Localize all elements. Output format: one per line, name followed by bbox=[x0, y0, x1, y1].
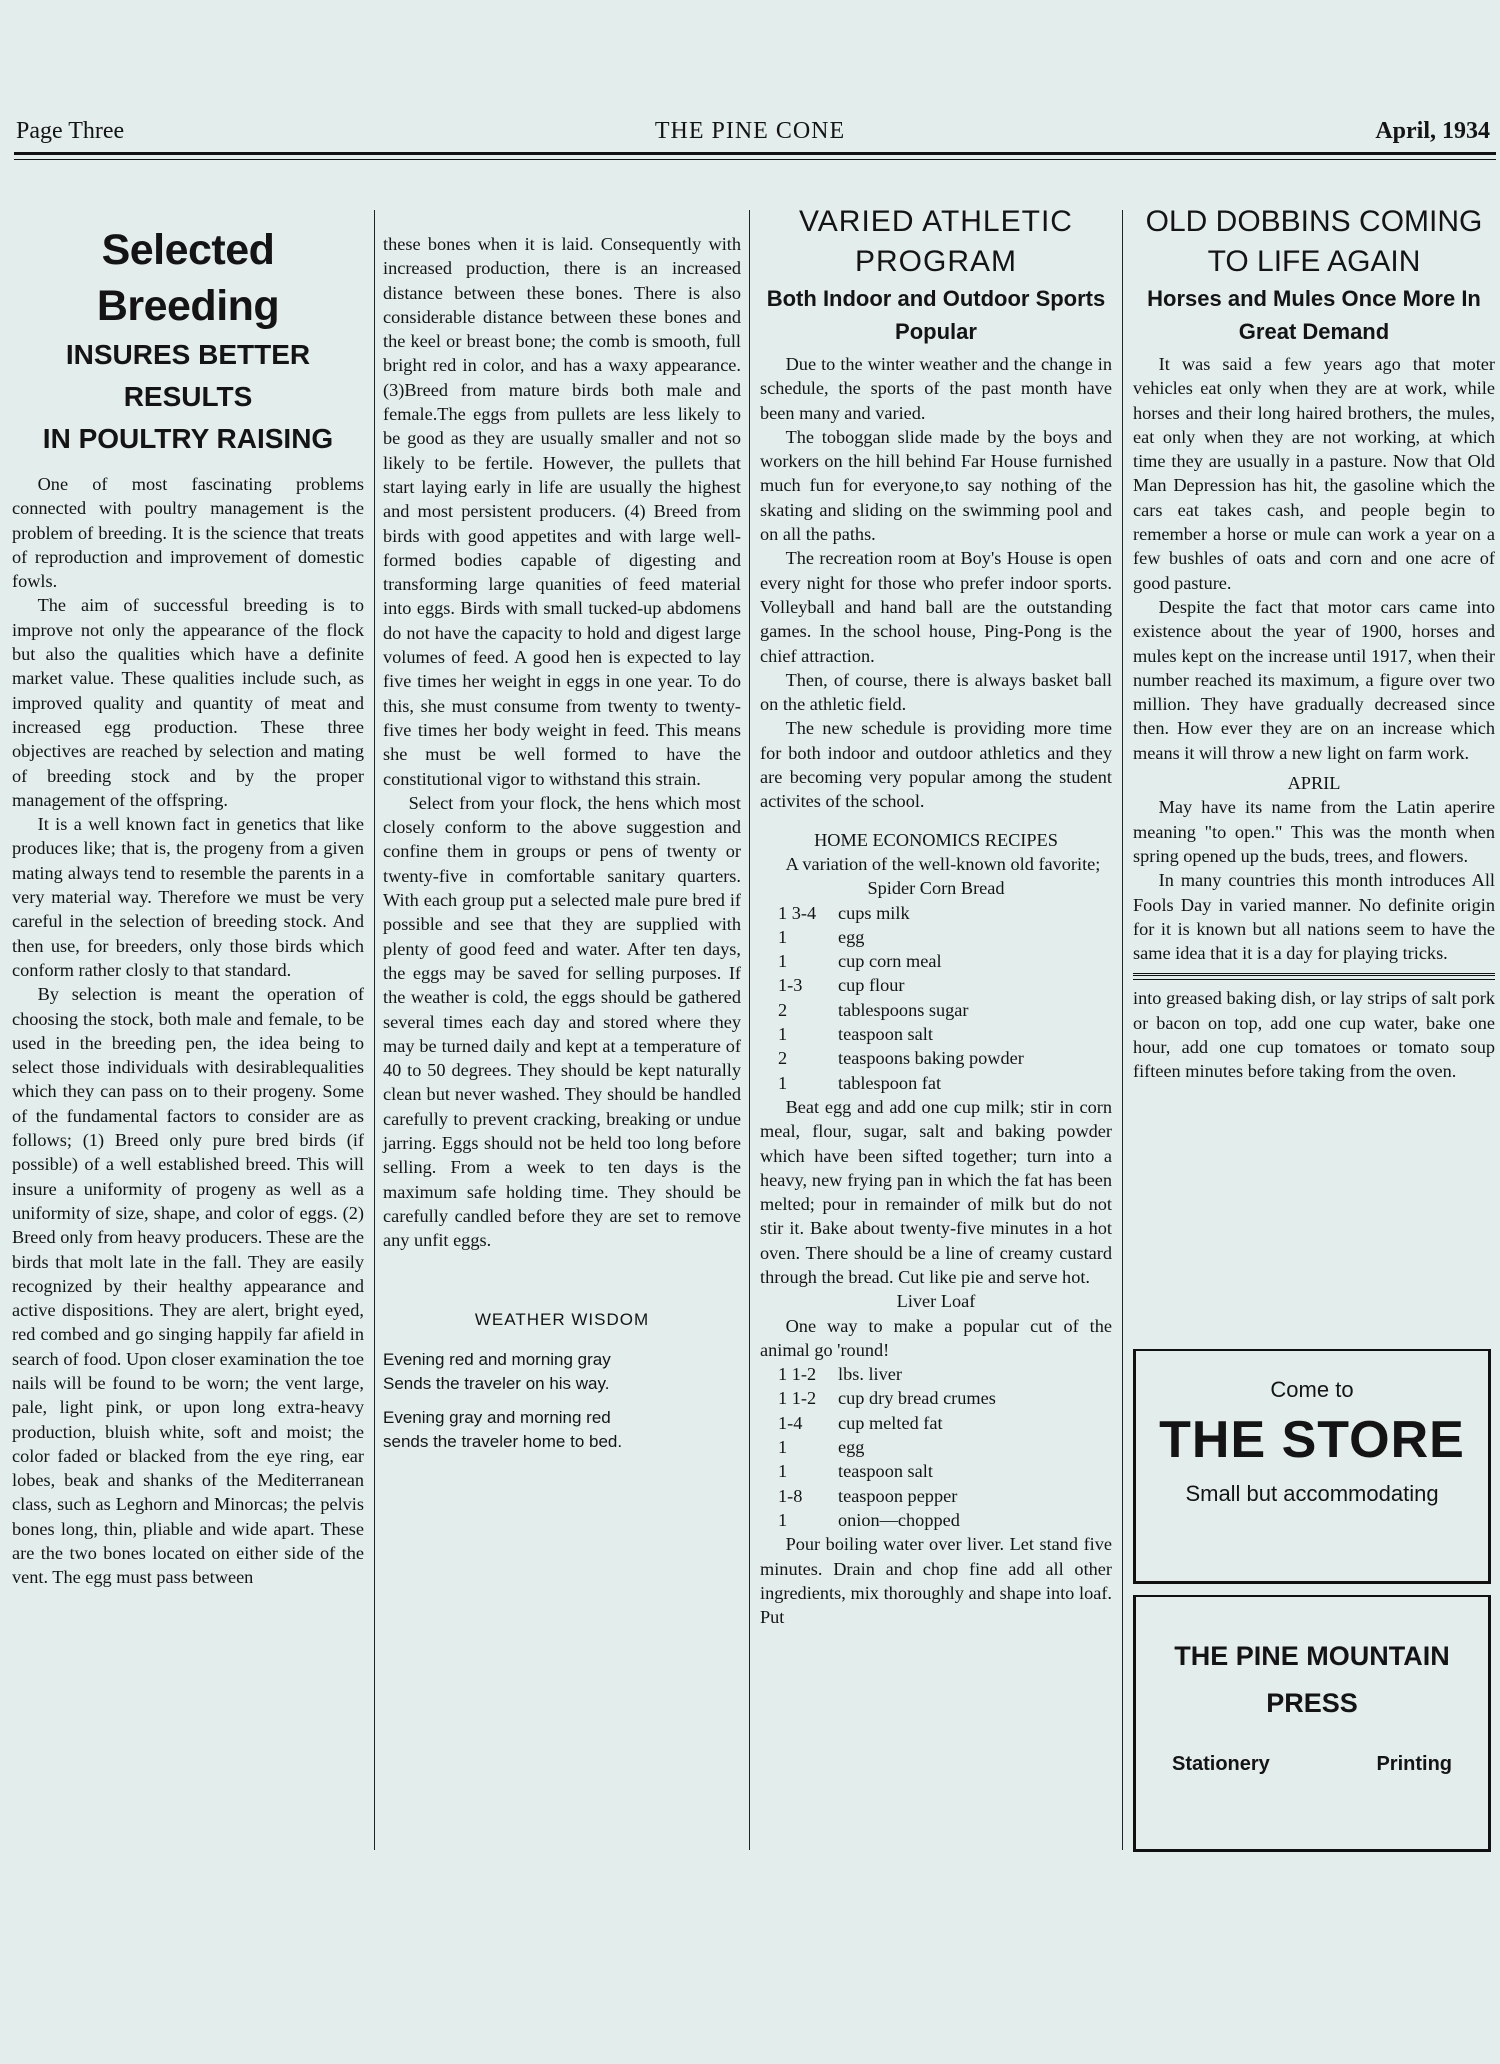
paragraph: The new schedule is providing more time for both indoor and outdoor athletics and they are becoming very popular among the student activites of the school. bbox=[760, 718, 1112, 812]
weather-wisdom bbox=[383, 1308, 741, 1454]
article-headline: VARIED ATHLETIC PROGRAM bbox=[799, 205, 1073, 278]
ingredient-name: teaspoon salt bbox=[838, 1461, 933, 1482]
ingredient-name: tablespoons sugar bbox=[838, 999, 969, 1020]
paragraph: In many countries this month introduces All Fools Day in varied manner. No definite origin for it is known but all nations seem to have the same idea that it is a day for playing tricks. bbox=[1133, 870, 1495, 964]
ingredient-name: lbs. liver bbox=[838, 1364, 902, 1385]
ingredient-name: onion—chopped bbox=[838, 1509, 960, 1530]
advertisement-the-store bbox=[1133, 1349, 1491, 1584]
ingredient-row bbox=[760, 1435, 1112, 1459]
article-selected-breeding bbox=[12, 222, 364, 1590]
weather-title: WEATHER WISDOM bbox=[474, 1310, 650, 1330]
ingredient-row bbox=[760, 973, 1112, 997]
masthead-title: THE PINE CONE bbox=[654, 118, 846, 144]
ingredient-quantity: 1 bbox=[778, 1437, 788, 1458]
ingredient-name: teaspoon pepper bbox=[838, 1485, 958, 1506]
april-heading: APRIL bbox=[1287, 773, 1341, 794]
article-headline: Selected Breeding bbox=[96, 226, 280, 330]
article-subhead: Horses and Mules Once More In Great Demand bbox=[1147, 286, 1481, 344]
ingredient-quantity: 1-3 bbox=[778, 975, 803, 996]
ingredient-row bbox=[760, 925, 1112, 949]
column-divider bbox=[374, 210, 375, 1850]
ingredient-list bbox=[760, 1362, 1112, 1532]
paragraph: The recreation room at Boy's House is open every night for those who prefer indoor sports. Volleyball and hand ball are the outstanding games. In the school house, Ping-Pong is the chief attraction. bbox=[760, 548, 1112, 666]
recipes-heading: HOME ECONOMICS RECIPES bbox=[814, 829, 1058, 850]
verse-line: Evening gray and morning red bbox=[383, 1408, 611, 1428]
ingredient-row bbox=[760, 1411, 1112, 1435]
ingredient-row bbox=[760, 1022, 1112, 1046]
ad-line: Come to bbox=[1270, 1377, 1354, 1402]
verse-line: Evening red and morning gray bbox=[383, 1350, 611, 1370]
ingredient-quantity: 1 1-2 bbox=[778, 1388, 817, 1409]
ingredient-row bbox=[760, 1046, 1112, 1070]
ingredient-row bbox=[760, 901, 1112, 925]
paragraph: Then, of course, there is always basket ball on the athletic field. bbox=[760, 669, 1112, 715]
article-athletic-program bbox=[760, 202, 1112, 1629]
verse-line: Sends the traveler on his way. bbox=[383, 1374, 610, 1394]
ad-name: THE STORE bbox=[1159, 1411, 1465, 1469]
ad-name: PRESS bbox=[1266, 1688, 1358, 1718]
paragraph: It was said a few years ago that moter vehicles eat only when they are at work, while horses and their long haired brothers, the mules, eat only when they are not working, at which time they are usually in a pasture. Now that Old Man Depression has hit, the gasoline which the cars eat takes cash, and people begin to remember a horse or mule can work a year on a few bushles of oats and corn and one acre of good pasture. bbox=[1133, 354, 1495, 593]
column-divider bbox=[1122, 210, 1123, 1850]
ingredient-name: egg bbox=[838, 926, 865, 947]
recipes-intro: A variation of the well-known old favorite; bbox=[785, 853, 1101, 874]
recipe-method-continued: into greased baking dish, or lay strips of salt pork or bacon on top, add one cup water, bake one hour, add one cup tomatoes or tomato soup fifteen minutes before taking from the oven. bbox=[1133, 988, 1495, 1082]
ingredient-quantity: 1 bbox=[778, 1072, 788, 1093]
column-divider bbox=[749, 210, 750, 1850]
ad-name: THE PINE MOUNTAIN bbox=[1174, 1641, 1450, 1671]
ad-tagline: Small but accommodating bbox=[1185, 1481, 1439, 1506]
ingredient-quantity: 1 1-2 bbox=[778, 1364, 817, 1385]
issue-date: April, 1934 bbox=[1375, 118, 1490, 144]
recipe-title: Spider Corn Bread bbox=[867, 878, 1005, 899]
ingredient-row bbox=[760, 1484, 1112, 1508]
recipe-title: Liver Loaf bbox=[896, 1291, 976, 1312]
ingredient-quantity: 1 3-4 bbox=[778, 902, 817, 923]
paragraph: By selection is meant the operation of choosing the stock, both male and female, to be used in the breeding pen, the idea being to select those individuals with desirablequalities which they can pass on to their progeny. Some of the fundamental factors to consider are as follows; (1) Breed only pure bred birds (if possible) of a well established breed. This will insure a uniformity of progeny as well as a uniformity of size, shape, and color of eggs. (2) Breed only from heavy producers. These are the birds that molt late in the fall. They are easily recognized by their healthy appearance and active dispositions. They are alert, bright eyed, red combed and go singing happily far afield in search of food. Upon closer examination the toe nails will be found to be worn; the vent large, pale, light pink, or upon long extra-heavy production, bluish white, soft and moist; the color faded or blacked from the eye ring, ear lobes, beak and shanks of the Mediterranean class, such as Leghorn and Minorcas; the pelvis bones long, thin, pliable and wide apart. These are the two bones located on either side of the vent. The egg must pass between bbox=[12, 984, 364, 1588]
ingredient-quantity: 1 bbox=[778, 1461, 788, 1482]
ad-service: Stationery bbox=[1172, 1753, 1270, 1775]
ingredient-row bbox=[760, 1508, 1112, 1532]
ingredient-row bbox=[760, 998, 1112, 1022]
paragraph: One of most fascinating problems connected with poultry management is the problem of breeding. It is the science that treats of reproduction and improvement of domestic fowls. bbox=[12, 474, 364, 592]
ingredient-quantity: 1-4 bbox=[778, 1412, 803, 1433]
paragraph: It is a well known fact in genetics that like produces like; that is, the progeny from a given mating always tend to resemble the parents in a very material way. Therefore we must be very careful in the selection of breeding stock. And then use, for breeders, only those birds which conform rather closly to that standard. bbox=[12, 814, 364, 980]
ingredient-row bbox=[760, 1362, 1112, 1386]
recipe-method: Beat egg and add one cup milk; stir in corn meal, flour, sugar, salt and baking powder which have been sifted together; turn into a heavy, new frying pan in which the fat has been melted; pour in remainder of milk but do not stir it. Bake about twenty-five minutes in a hot oven. There should be a line of creamy custard through the bread. Cut like pie and serve hot. bbox=[760, 1096, 1112, 1287]
ingredient-row bbox=[760, 949, 1112, 973]
ingredient-name: tablespoon fat bbox=[838, 1072, 942, 1093]
ingredient-name: teaspoons baking powder bbox=[838, 1048, 1024, 1069]
ingredient-name: cup melted fat bbox=[838, 1412, 943, 1433]
paragraph: The toboggan slide made by the boys and workers on the hill behind Far House furnished much fun for everyone,to say nothing of the skating and sliding on the swimming pool and on all the paths. bbox=[760, 426, 1112, 545]
paragraph: The aim of successful breeding is to improve not only the appearance of the flock but also the qualities which have a definite market value. These qualities include such, as improved quality and quantity of meat and increased egg production. These three objectives are reached by selection and mating of breeding stock and by the proper management of the offspring. bbox=[12, 595, 364, 810]
ingredient-name: cup flour bbox=[838, 975, 905, 996]
ingredient-row bbox=[760, 1071, 1112, 1095]
advertisement-pine-mountain-press bbox=[1133, 1595, 1491, 1852]
ingredient-row bbox=[760, 1386, 1112, 1410]
recipe-intro: One way to make a popular cut of the animal go 'round! bbox=[760, 1315, 1112, 1360]
article-subhead: INSURES BETTER RESULTS bbox=[65, 339, 311, 412]
header-rule-thin bbox=[14, 159, 1496, 160]
ingredient-name: cup dry bread crumes bbox=[838, 1388, 996, 1409]
ingredient-quantity: 1 bbox=[778, 951, 788, 972]
ingredient-name: cup corn meal bbox=[838, 951, 942, 972]
ingredient-name: teaspoon salt bbox=[838, 1024, 933, 1045]
ingredient-name: egg bbox=[838, 1437, 865, 1458]
article-old-dobbins bbox=[1133, 202, 1495, 1084]
ingredient-quantity: 1-8 bbox=[778, 1485, 803, 1506]
header-rule bbox=[14, 152, 1496, 155]
ingredient-list bbox=[760, 901, 1112, 1095]
article-subhead: Both Indoor and Outdoor Sports Popular bbox=[766, 286, 1106, 344]
ad-service: Printing bbox=[1376, 1753, 1452, 1775]
verse-line: sends the traveler home to bed. bbox=[383, 1432, 623, 1452]
ingredient-name: cups milk bbox=[838, 902, 910, 923]
paragraph: these bones when it is laid. Consequently with increased production, there is an increased distance between these bones. There is also considerable distance between these bones and the keel or breast bone; the comb is smooth, full bright red in color, and has a waxy appearance. (3)Breed from mature birds both male and female.The eggs from pullets are less likely to be good as they are usually smaller and not so likely to be fertile. However, the pullets that start laying early in life are usually the highest and most persistent producers. (4) Breed from birds with good appetites and with large well-formed bodies capable of digesting and transforming large quanities of feed material into eggs. Birds with small tucked-up abdomens do not have the capacity to hold and digest large volumes of feed. A good hen is expected to lay five times her weight in eggs in one year. To do this, she must consume from twenty to twenty-five times her body weight in feed. This means she must be well formed to have the constitutional vigor to withstand this strain. bbox=[383, 234, 741, 789]
page-number: Page Three bbox=[16, 118, 125, 144]
paragraph: Select from your flock, the hens which most closely conform to the above suggestion and confine them in groups or pens of twenty or twenty-five in comfortable sanitary quarters. With each group put a selected male pure bred if possible and see that they are supplied with plenty of good feed and water. After ten days, the eggs may be saved for selling purposes. If the weather is cold, the eggs should be gathered several times each day and stored where they may be turned daily and kept at a temperature of 40 to 50 degrees. They should be kept naturally clean but never washed. They should be handled carefully to prevent cracking, breaking or undue jarring. Eggs should not be held too long before selling. From a week to ten days is the maximum safe holding time. They should be carefully candled before they are set to remove any unfit eggs. bbox=[383, 792, 741, 1251]
paragraph: May have its name from the Latin aperire meaning "to open." This was the month when spring opened up the buds, trees, and flowers. bbox=[1133, 797, 1495, 866]
ingredient-quantity: 1 bbox=[778, 1024, 788, 1045]
recipe-method: Pour boiling water over liver. Let stand five minutes. Drain and chop fine add all other ingredients, mix thoroughly and shape into loaf. Put bbox=[760, 1534, 1112, 1628]
ingredient-quantity: 1 bbox=[778, 1509, 788, 1530]
article-selected-breeding-continued bbox=[383, 232, 741, 1454]
section-divider bbox=[1133, 973, 1495, 980]
ingredient-row bbox=[760, 1459, 1112, 1483]
article-headline: OLD DOBBINS COMING TO LIFE AGAIN bbox=[1145, 205, 1483, 278]
ingredient-quantity: 1 bbox=[778, 926, 788, 947]
paragraph: Despite the fact that motor cars came into existence about the year of 1900, horses and mules kept on the increase until 1917, when their number reached its maximum, a figure over two million. They have gradually decreased since then. How ever they are on an increase which means it will throw a new light on farm work. bbox=[1133, 596, 1495, 763]
ingredient-quantity: 2 bbox=[778, 1048, 788, 1069]
ingredient-quantity: 2 bbox=[778, 999, 788, 1020]
article-subhead: IN POULTRY RAISING bbox=[42, 423, 334, 454]
paragraph: Due to the winter weather and the change in schedule, the sports of the past month have been many and varied. bbox=[760, 354, 1112, 423]
